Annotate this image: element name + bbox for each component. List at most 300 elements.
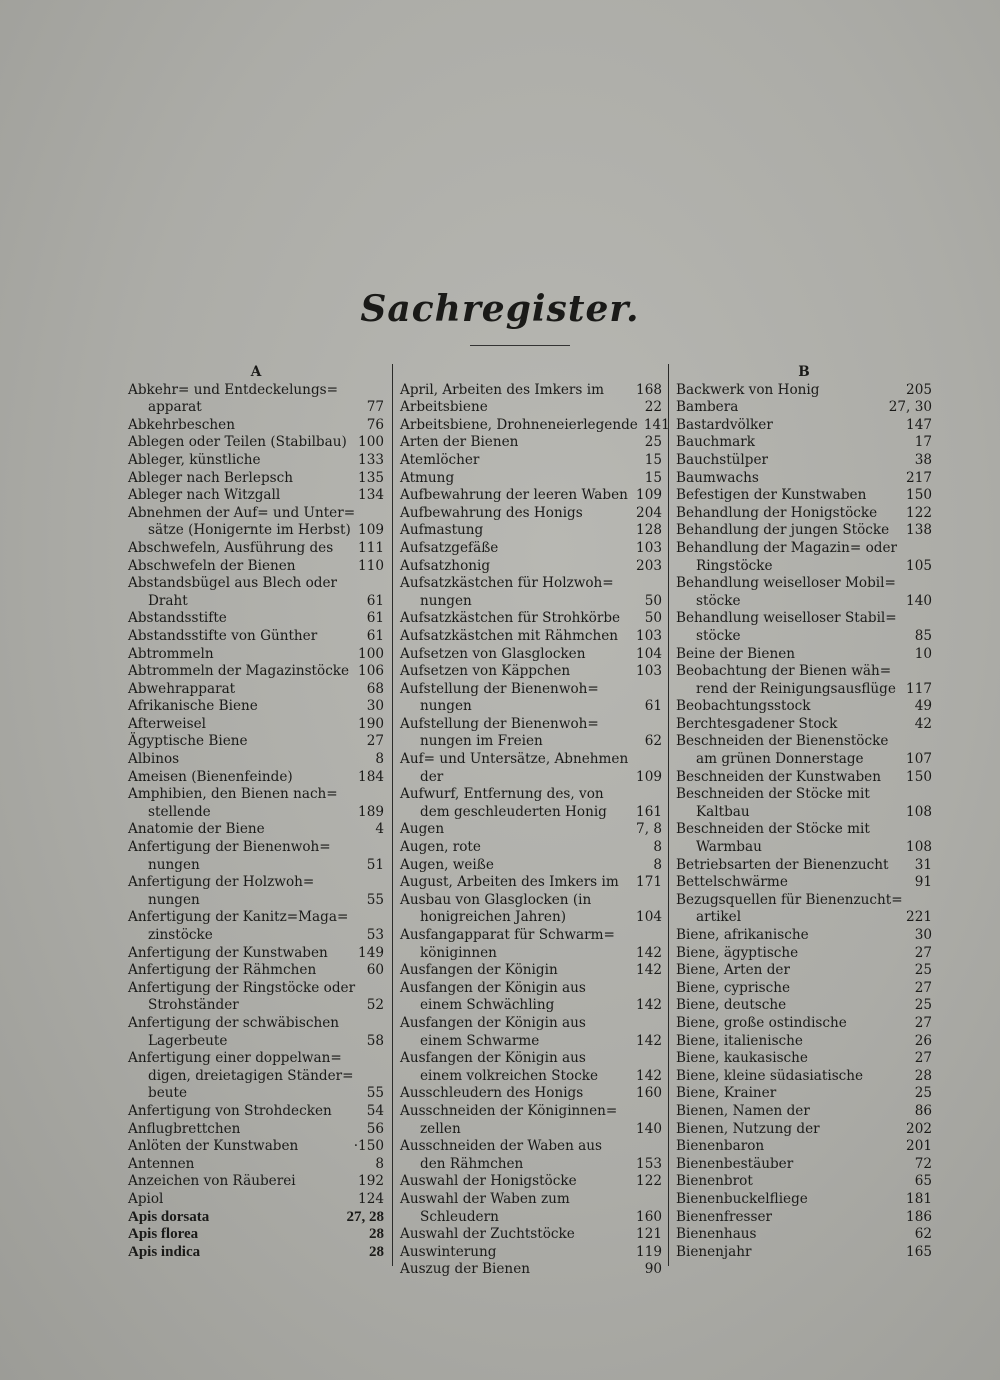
entry-line <box>128 1209 384 1227</box>
entry-line <box>400 716 662 734</box>
index-entry <box>128 786 384 821</box>
index-entry <box>128 716 384 734</box>
entry-term: Aufbewahrung der leeren Waben <box>400 487 628 504</box>
entry-line <box>400 1244 662 1262</box>
entry-line <box>676 751 932 769</box>
entry-term: Bienenjahr <box>676 1243 752 1260</box>
entry-page-number: 27 <box>914 1050 932 1067</box>
entry-term: Anatomie der Biene <box>128 821 265 838</box>
entry-term: Ringstöcke <box>696 557 773 574</box>
entry-term: Biene, Arten der <box>676 962 790 979</box>
entry-page-number: 10 <box>914 645 932 662</box>
entry-line <box>676 1068 932 1086</box>
entry-term: Auswahl der Waben zum <box>400 1190 570 1207</box>
entry-term: Aufstellung der Bienenwoh= <box>400 680 599 697</box>
entry-term: Baumwachs <box>676 469 759 486</box>
entry-page-number: 56 <box>366 1120 384 1137</box>
entry-page-number: 91 <box>914 874 932 891</box>
entry-term: Atmung <box>400 469 455 486</box>
index-entry <box>400 452 662 470</box>
entry-term: Bezugsquellen für Bienenzucht= <box>676 891 903 908</box>
entry-page-number: 55 <box>366 891 384 908</box>
entry-term: Ausfangapparat für Schwarm= <box>400 927 615 943</box>
index-entry <box>676 1226 932 1244</box>
entry-line <box>128 857 384 875</box>
entry-line <box>400 751 662 769</box>
index-entry <box>128 1173 384 1191</box>
entry-page-number: 28 <box>369 1226 384 1243</box>
entry-page-number: 42 <box>914 715 932 732</box>
entry-term: Abtrommeln der Magazinstöcke <box>128 663 350 680</box>
index-entry <box>676 1191 932 1209</box>
entry-term: der <box>420 768 444 785</box>
index-entry <box>400 716 662 751</box>
index-entry <box>676 610 932 645</box>
entry-line <box>128 417 384 435</box>
entry-line <box>400 416 670 435</box>
index-entry <box>400 505 662 523</box>
entry-page-number: 28 <box>369 1243 384 1260</box>
entry-term: Apis dorsata <box>128 1208 210 1225</box>
entry-line <box>400 681 662 699</box>
entry-line <box>676 1209 932 1227</box>
entry-term: Biene, Krainer <box>676 1085 777 1102</box>
entry-page-number: 50 <box>644 592 662 609</box>
entry-line <box>400 909 662 927</box>
entry-line <box>128 1103 384 1121</box>
entry-term: rend der Reinigungsausflüge <box>696 680 896 697</box>
entry-term: Strohständer <box>148 997 239 1014</box>
index-entry <box>128 839 384 874</box>
entry-line <box>128 1244 384 1262</box>
entry-page-number: 28 <box>914 1067 932 1084</box>
entry-line <box>676 1050 932 1068</box>
entry-term: königinnen <box>420 944 497 961</box>
index-entry <box>676 1244 932 1262</box>
entry-page-number: 124 <box>358 1190 384 1207</box>
entry-line <box>676 980 932 998</box>
index-entry <box>400 558 662 576</box>
entry-term: Apis florea <box>128 1226 199 1243</box>
entry-line <box>400 698 662 716</box>
entry-page-number: 103 <box>636 539 662 556</box>
index-entry <box>128 1244 384 1262</box>
entry-line <box>676 909 932 927</box>
entry-page-number: 192 <box>358 1173 384 1190</box>
index-entry <box>128 470 384 488</box>
entry-term: Biene, große ostindische <box>676 1014 847 1031</box>
entry-term: Anlöten der Kunstwaben <box>128 1138 299 1155</box>
entry-line <box>676 1191 932 1209</box>
entry-line <box>128 558 384 576</box>
entry-page-number: 142 <box>636 997 662 1014</box>
entry-page-number: 135 <box>358 469 384 486</box>
entry-line <box>676 962 932 980</box>
entry-line <box>676 470 932 488</box>
entry-term: Antennen <box>128 1155 195 1172</box>
index-entry <box>128 698 384 716</box>
entry-line <box>128 874 384 892</box>
entry-term: Ausfangen der Königin aus <box>400 979 586 996</box>
entry-term: Biene, kaukasische <box>676 1050 808 1067</box>
entry-page-number: 107 <box>906 751 932 768</box>
entry-line <box>676 857 932 875</box>
entry-line <box>676 1138 932 1156</box>
entry-page-number: 100 <box>358 434 384 451</box>
entry-line <box>676 1244 932 1262</box>
entry-term: Abwehrapparat <box>128 680 236 697</box>
index-entry <box>676 1033 932 1051</box>
index-entry <box>128 821 384 839</box>
entry-line <box>676 1015 932 1033</box>
entry-page-number: 142 <box>636 1067 662 1084</box>
entry-term: Beobachtung der Bienen wäh= <box>676 663 892 680</box>
entry-page-number: 27 <box>366 733 384 750</box>
page-title: Sachregister. <box>360 288 640 330</box>
entry-term: Bienenhaus <box>676 1226 757 1243</box>
entry-line <box>400 470 662 488</box>
index-entry <box>676 1103 932 1121</box>
entry-term: dem geschleuderten Honig <box>420 803 607 820</box>
entry-term: Behandlung weiselloser Stabil= <box>676 610 897 627</box>
entry-term: Abnehmen der Auf= und Unter= <box>128 504 356 521</box>
entry-term: Bauchmark <box>676 434 755 451</box>
index-entry <box>128 1226 384 1244</box>
entry-term: Aufsatzkästchen für Strohkörbe <box>400 610 621 627</box>
entry-term: Biene, afrikanische <box>676 927 809 943</box>
index-entry <box>128 540 384 558</box>
entry-line <box>676 681 932 699</box>
entry-term: einem Schwächling <box>420 997 555 1014</box>
entry-line <box>400 1226 662 1244</box>
entry-term: Anfertigung der Kanitz=Maga= <box>128 909 349 926</box>
entry-page-number: 51 <box>366 856 384 873</box>
entry-line <box>400 1121 662 1139</box>
entry-line <box>400 434 662 452</box>
index-entry <box>400 874 662 892</box>
entry-term: Beschneiden der Bienenstöcke <box>676 733 889 750</box>
entry-page-number: 160 <box>636 1085 662 1102</box>
entry-line <box>128 540 384 558</box>
entry-term: Aufmastung <box>400 522 484 539</box>
entry-page-number: 50 <box>644 610 662 627</box>
index-entry <box>676 786 932 821</box>
index-entry <box>400 416 670 435</box>
entry-page-number: 85 <box>914 627 932 644</box>
index-entry <box>128 610 384 628</box>
index-entry <box>400 1173 662 1191</box>
index-entry <box>128 1050 384 1103</box>
index-entry <box>128 681 384 699</box>
entry-line <box>676 505 932 523</box>
column-divider <box>668 364 669 1266</box>
entry-line <box>676 628 932 646</box>
index-entry <box>676 646 932 664</box>
entry-line <box>400 821 662 839</box>
entry-term: Warmbau <box>696 839 762 856</box>
entry-line <box>128 382 384 400</box>
entry-term: Afrikanische Biene <box>128 698 258 715</box>
entry-term: nungen <box>420 698 472 715</box>
entry-term: Afterweisel <box>128 715 207 732</box>
entry-term: August, Arbeiten des Imkers im <box>400 874 619 891</box>
entry-term: Aufsatzhonig <box>400 557 491 574</box>
entry-line <box>400 540 662 558</box>
entry-page-number: 31 <box>914 856 932 873</box>
entry-page-number: 27, 30 <box>888 399 932 416</box>
entry-page-number: 104 <box>636 909 662 926</box>
entry-line <box>128 399 384 417</box>
entry-term: apparat <box>148 399 202 416</box>
entry-page-number: 121 <box>636 1226 662 1243</box>
entry-term: Aufsetzen von Glasglocken <box>400 645 586 662</box>
index-entry <box>676 698 932 716</box>
index-entry <box>400 962 662 980</box>
entry-term: Augen, rote <box>400 839 481 856</box>
entry-line <box>676 997 932 1015</box>
index-entry <box>128 751 384 769</box>
entry-term: Arbeitsbiene <box>400 399 488 416</box>
entry-line <box>676 945 932 963</box>
entry-term: einem volkreichen Stocke <box>420 1067 599 1084</box>
entry-line <box>128 1050 384 1068</box>
entry-line <box>676 786 932 804</box>
entry-term: nungen im Freien <box>420 733 543 750</box>
entry-page-number: 108 <box>906 803 932 820</box>
entry-page-number: 53 <box>366 927 384 943</box>
entry-page-number: 141 <box>643 416 670 433</box>
entry-page-number: 184 <box>358 768 384 785</box>
entry-line <box>400 1138 662 1156</box>
entry-page-number: 204 <box>636 504 662 521</box>
entry-term: Auf= und Untersätze, Abnehmen <box>400 751 629 768</box>
entry-term: Ausfangen der Königin aus <box>400 1014 586 1031</box>
index-entry <box>676 1068 932 1086</box>
entry-line <box>128 751 384 769</box>
entry-page-number: 140 <box>906 592 932 609</box>
entry-page-number: 100 <box>358 645 384 662</box>
entry-term: Ausschleudern des Honigs <box>400 1085 584 1102</box>
entry-page-number: 109 <box>358 522 384 539</box>
index-entry <box>676 821 932 856</box>
entry-line <box>128 452 384 470</box>
entry-line <box>128 1085 384 1103</box>
index-entry <box>676 769 932 787</box>
entry-page-number: 62 <box>644 733 662 750</box>
index-entry <box>128 628 384 646</box>
entry-term: Bienenbestäuber <box>676 1155 794 1172</box>
index-entry <box>128 1191 384 1209</box>
entry-page-number: 140 <box>636 1120 662 1137</box>
entry-term: Lagerbeute <box>148 1032 228 1049</box>
entry-term: Augen, weiße <box>400 856 494 873</box>
entry-line <box>676 1085 932 1103</box>
entry-term: Bastardvölker <box>676 416 773 433</box>
index-entry <box>128 980 384 1015</box>
entry-line <box>400 804 662 822</box>
entry-page-number: 168 <box>636 381 662 398</box>
section-letter <box>400 364 662 382</box>
entry-page-number: 25 <box>644 434 662 451</box>
entry-term: Ablegen oder Teilen (Stabilbau) <box>128 434 347 451</box>
entry-term: Biene, deutsche <box>676 997 787 1014</box>
entry-term: Anfertigung der Kunstwaben <box>128 944 328 961</box>
entry-page-number: 72 <box>914 1155 932 1172</box>
index-entry <box>400 892 662 927</box>
index-entry <box>128 874 384 909</box>
entry-term: Bettelschwärme <box>676 874 788 891</box>
entry-term: Anfertigung der schwäbischen <box>128 1014 340 1031</box>
entry-line <box>676 698 932 716</box>
entry-term: Behandlung weiselloser Mobil= <box>676 575 896 592</box>
entry-line <box>400 1191 662 1209</box>
entry-line <box>676 1156 932 1174</box>
index-entry <box>400 663 662 681</box>
index-entry <box>400 522 662 540</box>
entry-line <box>128 769 384 787</box>
entry-term: Aufsatzkästchen für Holzwoh= <box>400 575 614 592</box>
entry-term: honigreichen Jahren) <box>420 909 567 926</box>
entry-line <box>400 1015 662 1033</box>
entry-line <box>128 681 384 699</box>
entry-page-number: 106 <box>358 663 384 680</box>
entry-line <box>676 927 932 945</box>
entry-line <box>128 610 384 628</box>
entry-page-number: 117 <box>906 680 932 697</box>
entry-page-number: 65 <box>914 1173 932 1190</box>
index-entry <box>400 1226 662 1244</box>
entry-line <box>676 892 932 910</box>
index-entry <box>676 980 932 998</box>
entry-term: Betriebsarten der Bienenzucht <box>676 856 889 873</box>
index-entry <box>676 857 932 875</box>
index-entry <box>128 1015 384 1050</box>
index-entry <box>400 434 662 452</box>
index-entry <box>676 1121 932 1139</box>
entry-term: zellen <box>420 1120 461 1137</box>
index-entry <box>676 452 932 470</box>
entry-page-number: 205 <box>906 381 932 398</box>
entry-page-number: 165 <box>906 1243 932 1260</box>
index-entry <box>128 962 384 980</box>
entry-line <box>128 1156 384 1174</box>
index-entry <box>400 786 662 821</box>
entry-term: Augen <box>400 821 445 838</box>
entry-page-number: 181 <box>906 1190 932 1207</box>
index-entry <box>128 1103 384 1121</box>
entry-line <box>128 1226 384 1244</box>
entry-term: Arbeitsbiene, Drohneneierlegende <box>400 416 638 433</box>
entry-term: Befestigen der Kunstwaben <box>676 487 867 504</box>
index-entry <box>400 1261 662 1279</box>
entry-page-number: 61 <box>644 698 662 715</box>
entry-line <box>676 540 932 558</box>
index-entry <box>400 470 662 488</box>
entry-line <box>400 522 662 540</box>
section-letter: A <box>250 364 262 380</box>
entry-line <box>400 1156 662 1174</box>
entry-line <box>400 575 662 593</box>
entry-line <box>128 1191 384 1209</box>
entry-page-number: 30 <box>914 927 932 943</box>
entry-term: Bambera <box>676 399 739 416</box>
entry-term: zinstöcke <box>148 927 213 943</box>
entry-term: Beine der Bienen <box>676 645 796 662</box>
entry-page-number: 30 <box>366 698 384 715</box>
entry-term: Schleudern <box>420 1208 499 1225</box>
index-entry <box>676 1050 932 1068</box>
entry-line <box>676 733 932 751</box>
entry-page-number: 133 <box>358 451 384 468</box>
entry-term: Biene, kleine südasiatische <box>676 1067 864 1084</box>
entry-line <box>676 839 932 857</box>
entry-term: Aufbewahrung des Honigs <box>400 504 583 521</box>
entry-line <box>676 558 932 576</box>
index-entry <box>676 505 932 523</box>
entry-term: stellende <box>148 803 211 820</box>
entry-line <box>676 487 932 505</box>
entry-line <box>400 505 662 523</box>
entry-page-number: 4 <box>375 821 384 838</box>
entry-term: Auswahl der Zuchtstöcke <box>400 1226 575 1243</box>
entry-line <box>128 1121 384 1139</box>
entry-page-number: 90 <box>644 1261 662 1278</box>
entry-page-number: 221 <box>906 909 932 926</box>
index-column-1 <box>128 364 384 1261</box>
entry-page-number: 25 <box>914 997 932 1014</box>
entry-line <box>676 663 932 681</box>
entry-page-number: 8 <box>653 839 662 856</box>
entry-line <box>676 593 932 611</box>
index-entry <box>128 909 384 944</box>
entry-line <box>128 962 384 980</box>
entry-page-number: 27, 28 <box>346 1208 384 1225</box>
entry-line <box>676 1173 932 1191</box>
entry-term: Behandlung der jungen Stöcke <box>676 522 890 539</box>
entry-term: Anfertigung einer doppelwan= <box>128 1050 342 1067</box>
entry-line <box>400 962 662 980</box>
entry-line <box>128 593 384 611</box>
entry-term: Abstandsbügel aus Blech oder <box>128 575 338 592</box>
entry-page-number: 22 <box>644 399 662 416</box>
entry-term: Apis indica <box>128 1243 201 1260</box>
index-entry <box>676 1173 932 1191</box>
entry-line <box>400 663 662 681</box>
entry-page-number: 27 <box>914 1014 932 1031</box>
entry-page-number: 160 <box>636 1208 662 1225</box>
entry-page-number: 52 <box>366 997 384 1014</box>
entry-line <box>400 1173 662 1191</box>
entry-term: Ableger, künstliche <box>128 451 261 468</box>
index-entry <box>128 769 384 787</box>
entry-page-number: 203 <box>636 557 662 574</box>
entry-term: Draht <box>148 592 188 609</box>
entry-line <box>400 610 662 628</box>
entry-line <box>400 857 662 875</box>
entry-term: Anzeichen von Räuberei <box>128 1173 296 1190</box>
entry-page-number: 17 <box>914 434 932 451</box>
section-letter: B <box>798 364 810 380</box>
entry-page-number: 110 <box>358 557 384 574</box>
entry-page-number: 103 <box>636 663 662 680</box>
entry-term: einem Schwarme <box>420 1032 540 1049</box>
entry-page-number: 86 <box>914 1102 932 1119</box>
entry-term: nungen <box>148 891 200 908</box>
entry-page-number: 201 <box>906 1138 932 1155</box>
index-entry <box>400 1138 662 1173</box>
entry-line <box>676 716 932 734</box>
entry-line <box>676 1103 932 1121</box>
